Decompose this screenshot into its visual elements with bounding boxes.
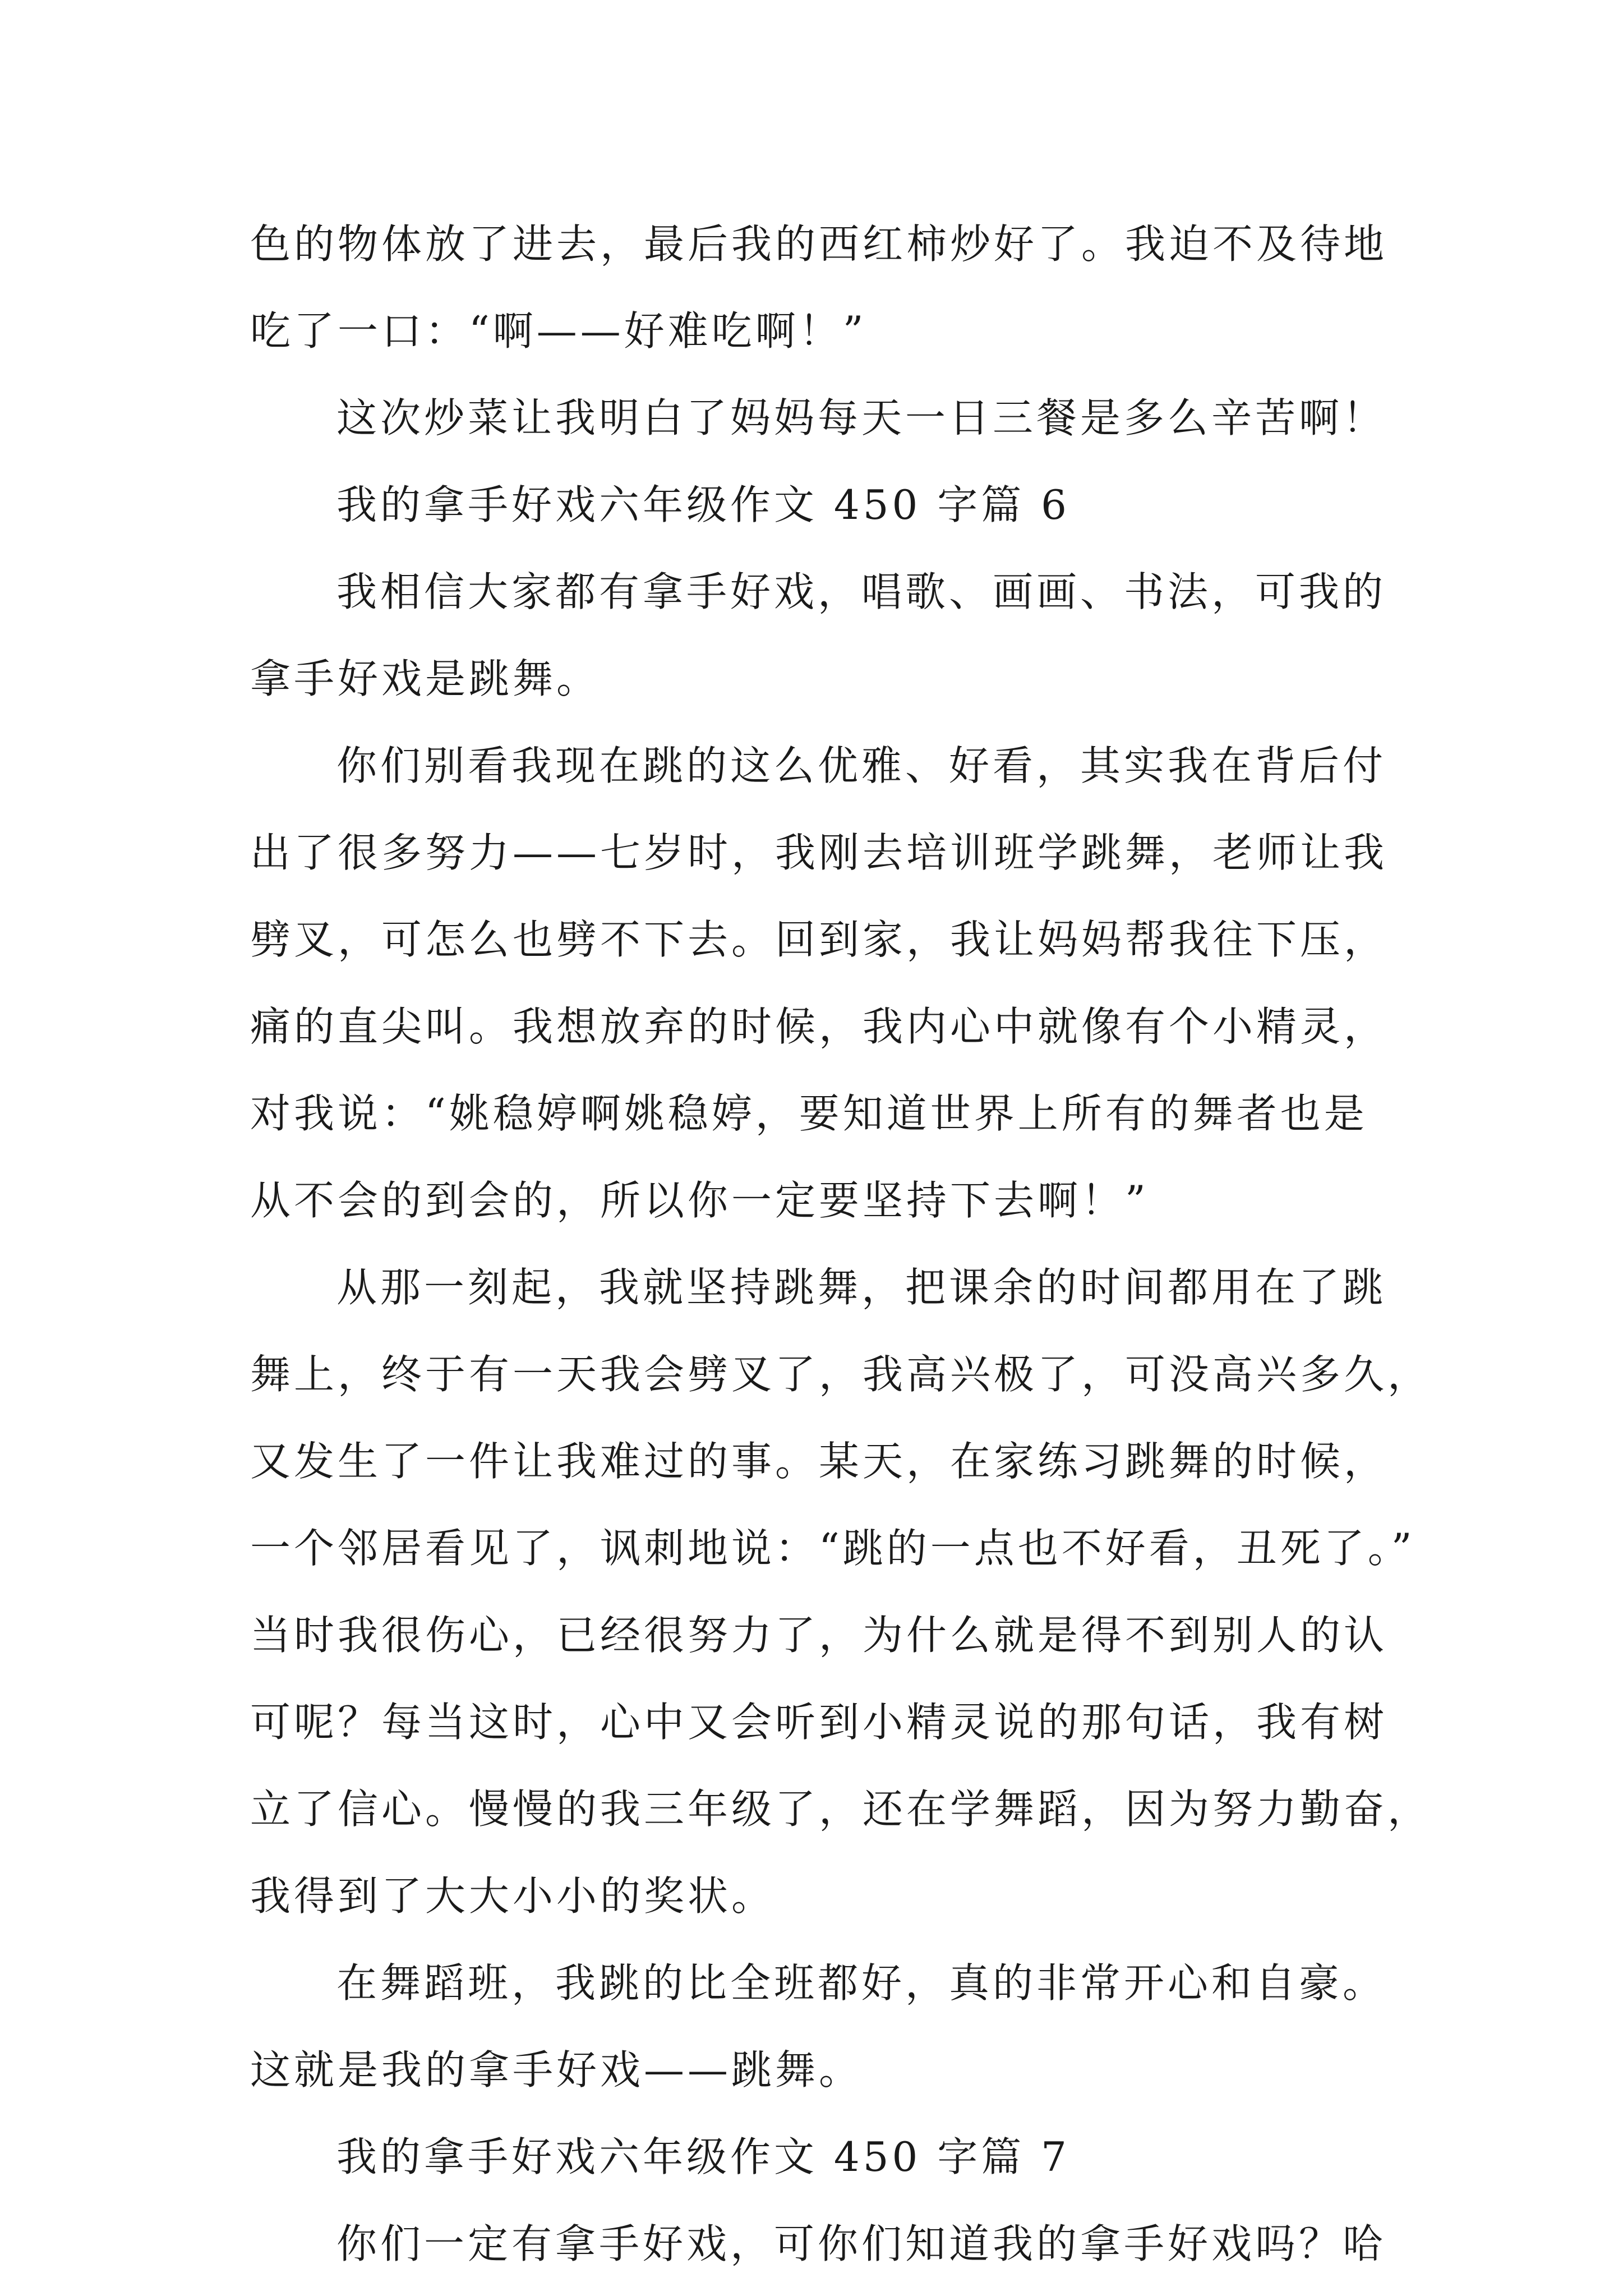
text-line: 立了信心。慢慢的我三年级了，还在学舞蹈，因为努力勤奋，: [250, 1786, 1432, 1833]
text-line: 从不会的到会的，所以你一定要坚持下去啊！”: [250, 1177, 1149, 1224]
text-line: 可呢？每当这时，心中又会听到小精灵说的那句话，我有树: [250, 1699, 1388, 1746]
text-line: 吃了一口：“啊——好难吃啊！”: [250, 307, 867, 355]
text-line: 色的物体放了进去，最后我的西红柿炒好了。我迫不及待地: [250, 220, 1388, 268]
text-line: 拿手好戏是跳舞。: [250, 655, 601, 702]
text-line: 你们一定有拿手好戏，可你们知道我的拿手好戏吗？哈: [336, 2220, 1387, 2267]
text-line: 这次炒菜让我明白了妈妈每天一日三餐是多么辛苦啊！: [336, 394, 1387, 441]
section-heading: 我的拿手好戏六年级作文 450 字篇 6: [336, 481, 1070, 528]
text-line: 痛的直尖叫。我想放弃的时候，我内心中就像有个小精灵，: [250, 1003, 1388, 1050]
text-line: 在舞蹈班，我跳的比全班都好，真的非常开心和自豪。: [336, 1959, 1387, 2007]
text-line: 当时我很伤心，已经很努力了，为什么就是得不到别人的认: [250, 1612, 1388, 1659]
text-line: 劈叉，可怎么也劈不下去。回到家，我让妈妈帮我往下压，: [250, 916, 1388, 963]
text-line: 舞上，终于有一天我会劈叉了，我高兴极了，可没高兴多久，: [250, 1351, 1432, 1398]
text-line: 一个邻居看见了，讽刺地说：“跳的一点也不好看，丑死了。”: [250, 1525, 1415, 1572]
text-line: 从那一刻起，我就坚持跳舞，把课余的时间都用在了跳: [336, 1264, 1387, 1311]
text-line: 你们别看我现在跳的这么优雅、好看，其实我在背后付: [336, 742, 1387, 789]
text-line: 这就是我的拿手好戏——跳舞。: [250, 2046, 863, 2093]
section-heading: 我的拿手好戏六年级作文 450 字篇 7: [336, 2133, 1070, 2180]
text-line: 我得到了大大小小的奖状。: [250, 1872, 776, 1920]
text-line: 出了很多努力——七岁时，我刚去培训班学跳舞，老师让我: [250, 829, 1388, 876]
text-line: 我相信大家都有拿手好戏，唱歌、画画、书法，可我的: [336, 568, 1387, 615]
text-line: 对我说：“姚稳婷啊姚稳婷，要知道世界上所有的舞者也是: [250, 1090, 1368, 1137]
text-line: 又发生了一件让我难过的事。某天，在家练习跳舞的时候，: [250, 1438, 1388, 1485]
